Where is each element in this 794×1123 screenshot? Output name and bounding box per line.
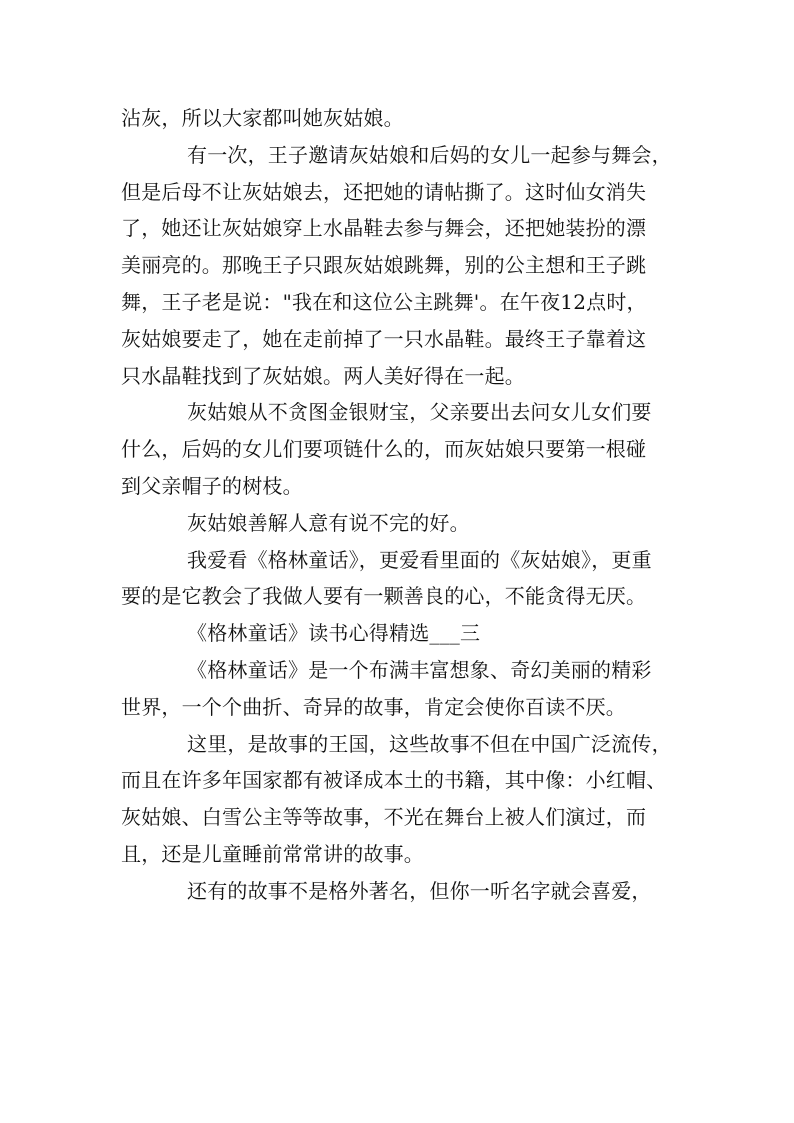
text-line: 了，她还让灰姑娘穿上水晶鞋去参与舞会，还把她装扮的漂 — [121, 216, 647, 241]
text-line: 美丽亮的。那晚王子只跟灰姑娘跳舞，别的公主想和王子跳 — [121, 253, 647, 278]
text-line: 灰姑娘从不贪图金银财宝，父亲要出去问女儿女们要 — [187, 400, 652, 425]
article-body — [121, 100, 696, 910]
text-line: 但是后母不让灰姑娘去，还把她的请帖撕了。这时仙女消失 — [121, 179, 647, 204]
text-line: 世界，一个个曲折、奇异的故事，肯定会使你百读不厌。 — [121, 694, 626, 719]
text-line: 沾灰，所以大家都叫她灰姑娘。 — [121, 106, 404, 130]
text-line: 灰姑娘、白雪公主等等故事，不光在舞台上被人们演过，而 — [121, 805, 647, 830]
text-line: 到父亲帽子的树枝。 — [121, 473, 303, 498]
text-line: 什么，后妈的女儿们要项链什么的，而灰姑娘只要第一根碰 — [121, 437, 647, 462]
text-line: 灰姑娘善解人意有说不完的好。 — [187, 510, 470, 535]
text-line: 且，还是儿童睡前常常讲的故事。 — [121, 841, 424, 866]
text-line: 还有的故事不是格外著名，但你一听名字就会喜爱， — [187, 878, 652, 903]
text-line: 这里，是故事的王国，这些故事不但在中国广泛流传， — [187, 731, 672, 756]
text-line: 《格林童话》是一个布满丰富想象、奇幻美丽的精彩 — [187, 657, 652, 682]
text-line: 而且在许多年国家都有被译成本土的书籍，其中像：小红帽、 — [121, 768, 667, 793]
text-line: 只水晶鞋找到了灰姑娘。两人美好得在一起。 — [121, 363, 525, 388]
text-line: 要的是它教会了我做人要有一颗善良的心，不能贪得无厌。 — [121, 584, 647, 609]
text-line: 舞，王子老是说："我在和这位公主跳舞'。在午夜12点时， — [121, 289, 647, 314]
text-line: 有一次，王子邀请灰姑娘和后妈的女儿一起参与舞会， — [187, 142, 672, 167]
text-line: 我爱看《格林童话》，更爱看里面的《灰姑娘》，更重 — [187, 547, 652, 572]
text-line: 灰姑娘要走了，她在走前掉了一只水晶鞋。最终王子靠着这 — [121, 326, 647, 351]
section-heading: 《格林童话》读书心得精选___三 — [187, 621, 481, 646]
